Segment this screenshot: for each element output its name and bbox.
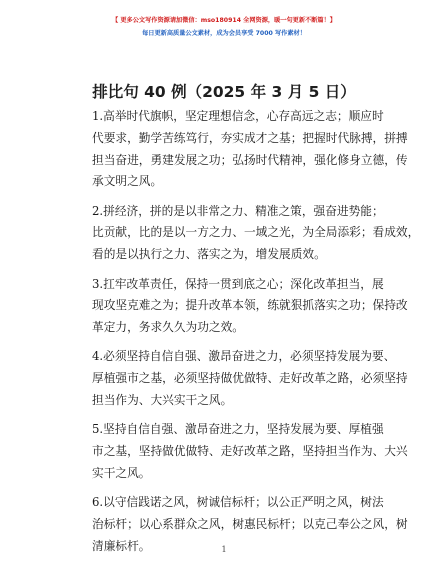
- paragraph-line: 担当作为、大兴实干之风。: [92, 393, 233, 408]
- paragraph-line: 4.必须坚持自信自强、激昂奋进之力，必须坚持发展为要、: [92, 349, 396, 364]
- paragraph: [92, 106, 408, 193]
- page-number: 1: [221, 545, 227, 554]
- paragraph-line: 现攻坚克难之为；提升改革本领，练就狠抓落实之功；保持改: [92, 298, 408, 313]
- paragraph-line: 代要求，勤学苦练笃行，夯实成才之基；把握时代脉搏，拼搏: [92, 130, 408, 145]
- document-body: [92, 106, 420, 565]
- paragraph-line: 革定力，务求久久为功之效。: [92, 320, 244, 335]
- paragraph-line: 比贡献，比的是以一方之力、一域之光，为全局添彩；看成效，: [92, 225, 420, 240]
- paragraph: [92, 274, 408, 339]
- paragraph-line: 清廉标杆。: [92, 538, 151, 553]
- document-title: 排比句 40 例（2025 年 3 月 5 日）: [92, 83, 356, 101]
- paragraph-line: 厚植强市之基，必须坚持做优做特、走好改革之路，必须坚持: [92, 371, 408, 386]
- paragraph-line: 市之基，坚持做优做特、走好改革之路，坚持担当作为、大兴: [92, 444, 408, 459]
- paragraph: [92, 346, 408, 411]
- promo-banner: [0, 14, 448, 40]
- promo-banner-line-2: 每日更新高质量公文素材，成为会员享受 7000 写作素材！: [142, 30, 306, 37]
- paragraph-line: 1.高举时代旗帜，坚定理想信念，心存高远之志；顺应时: [92, 109, 384, 123]
- paragraph: [92, 201, 420, 266]
- paragraph-line: 承文明之风。: [92, 174, 163, 189]
- paragraph-line: 2.拼经济，拼的是以非常之力、精准之策，强奋进势能；: [92, 203, 384, 218]
- paragraph-line: 3.扛牢改革责任，保持一贯到底之心；深化改革担当，展: [92, 276, 384, 291]
- paragraph-line: 5.坚持自信自强、激昂奋进之力，坚持发展为要、厚植强: [92, 422, 384, 437]
- paragraph-line: 担当奋进，勇建发展之功；弘扬时代精神，强化修身立德，传: [92, 152, 408, 167]
- paragraph-line: 治标杆；以心系群众之风，树惠民标杆；以克己奉公之风，树: [92, 517, 408, 532]
- paragraph-line: 实干之风。: [92, 465, 151, 480]
- paragraph: [92, 419, 408, 484]
- promo-banner-line-1: 【 更多公文写作资源请加微信：mso180914 全网资源，暖一句更新不断篇！】: [112, 17, 336, 24]
- paragraph-line: 6.以守信践诺之风，树诚信标杆；以公正严明之风，树法: [92, 495, 384, 510]
- paragraph-line: 看的是以执行之力、落实之为，增发展质效。: [92, 247, 326, 262]
